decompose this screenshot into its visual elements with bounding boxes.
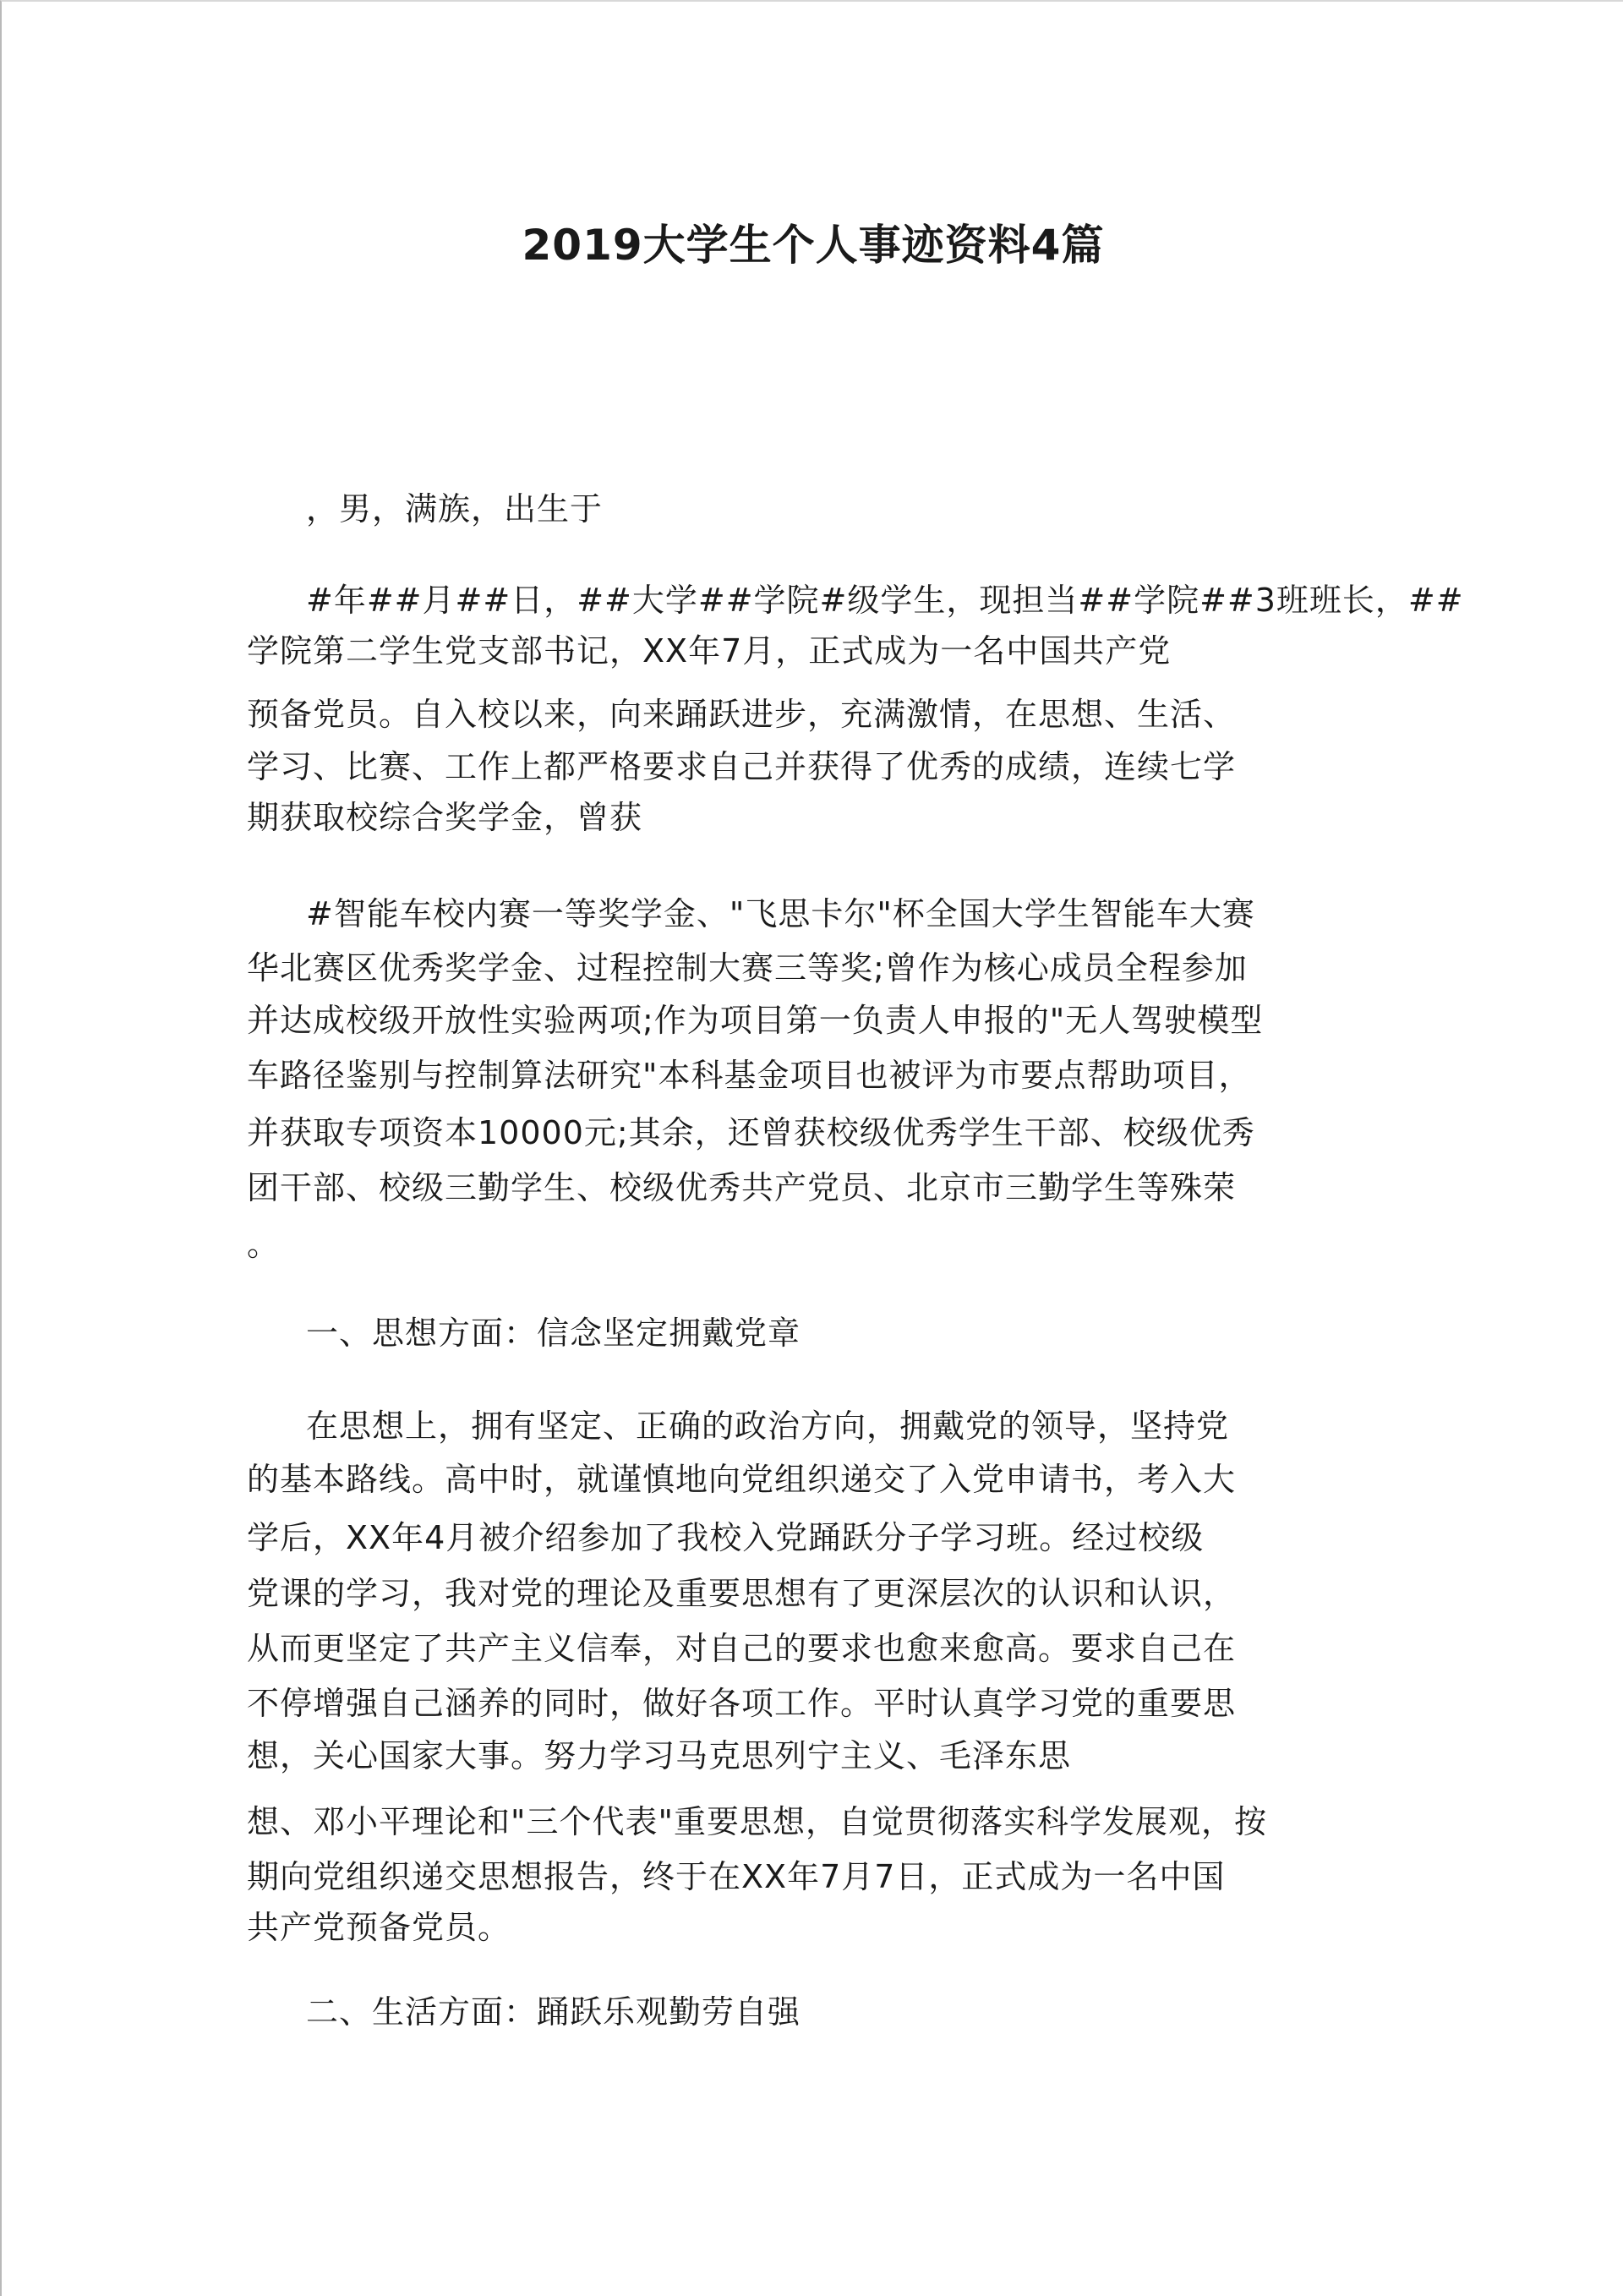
paragraph-line: 车路径鉴别与控制算法研究"本科基金项目也被评为市要点帮助项目，: [247, 1057, 1252, 1094]
paragraph-line: #智能车校内赛一等奖学金、"飞思卡尔"杯全国大学生智能车大赛: [306, 895, 1255, 932]
paragraph-line: 从而更坚定了共产主义信奉，对自己的要求也愈来愈高。要求自己在: [247, 1630, 1237, 1667]
section-heading: 二、生活方面：踊跃乐观勤劳自强: [306, 1993, 801, 2031]
paragraph-line: 在思想上，拥有坚定、正确的政治方向，拥戴党的领导，坚持党: [306, 1408, 1230, 1445]
paragraph-line: 不停增强自己涵养的同时，做好各项工作。平时认真学习党的重要思: [247, 1685, 1237, 1722]
paragraph-line: 期向党组织递交思想报告，终于在XX年7月7日，正式成为一名中国: [247, 1858, 1226, 1895]
paragraph-line: 想，关心国家大事。努力学习马克思列宁主义、毛泽东思: [247, 1737, 1072, 1774]
document-title: 2019大学生个人事迹资料4篇: [522, 221, 1105, 270]
paragraph-line: 。: [247, 1226, 281, 1263]
paragraph-line: 学院第二学生党支部书记，XX年7月，正式成为一名中国共产党: [247, 632, 1172, 670]
paragraph-line: ，男，满族，出生于: [306, 490, 604, 528]
section-heading: 一、思想方面：信念坚定拥戴党章: [306, 1315, 801, 1352]
paragraph-line: 团干部、校级三勤学生、校级优秀共产党员、北京市三勤学生等殊荣: [247, 1169, 1237, 1206]
paragraph-line: #年##月##日，##大学##学院#级学生，现担当##学院##3班班长，##: [306, 582, 1464, 619]
paragraph-line: 想、邓小平理论和"三个代表"重要思想，自觉贯彻落实科学发展观，按: [247, 1803, 1267, 1840]
paragraph-line: 期获取校综合奖学金，曾获: [247, 799, 643, 836]
paragraph-line: 并达成校级开放性实验两项;作为项目第一负责人申报的"无人驾驶模型: [247, 1002, 1264, 1039]
paragraph-line: 预备党员。自入校以来，向来踊跃进步，充满激情，在思想、生活、: [247, 696, 1237, 733]
paragraph-line: 学后，XX年4月被介绍参加了我校入党踊跃分子学习班。经过校级: [247, 1519, 1205, 1556]
paragraph-line: 党课的学习，我对党的理论及重要思想有了更深层次的认识和认识，: [247, 1575, 1237, 1612]
paragraph-line: 的基本路线。高中时，就谨慎地向党组织递交了入党申请书，考入大: [247, 1461, 1237, 1498]
paragraph-line: 并获取专项资本10000元;其余，还曾获校级优秀学生干部、校级优秀: [247, 1114, 1255, 1151]
paragraph-line: 华北赛区优秀奖学金、过程控制大赛三等奖;曾作为核心成员全程参加: [247, 949, 1248, 987]
paragraph-line: 学习、比赛、工作上都严格要求自己并获得了优秀的成绩，连续七学: [247, 748, 1237, 785]
paragraph-line: 共产党预备党员。: [247, 1909, 511, 1946]
